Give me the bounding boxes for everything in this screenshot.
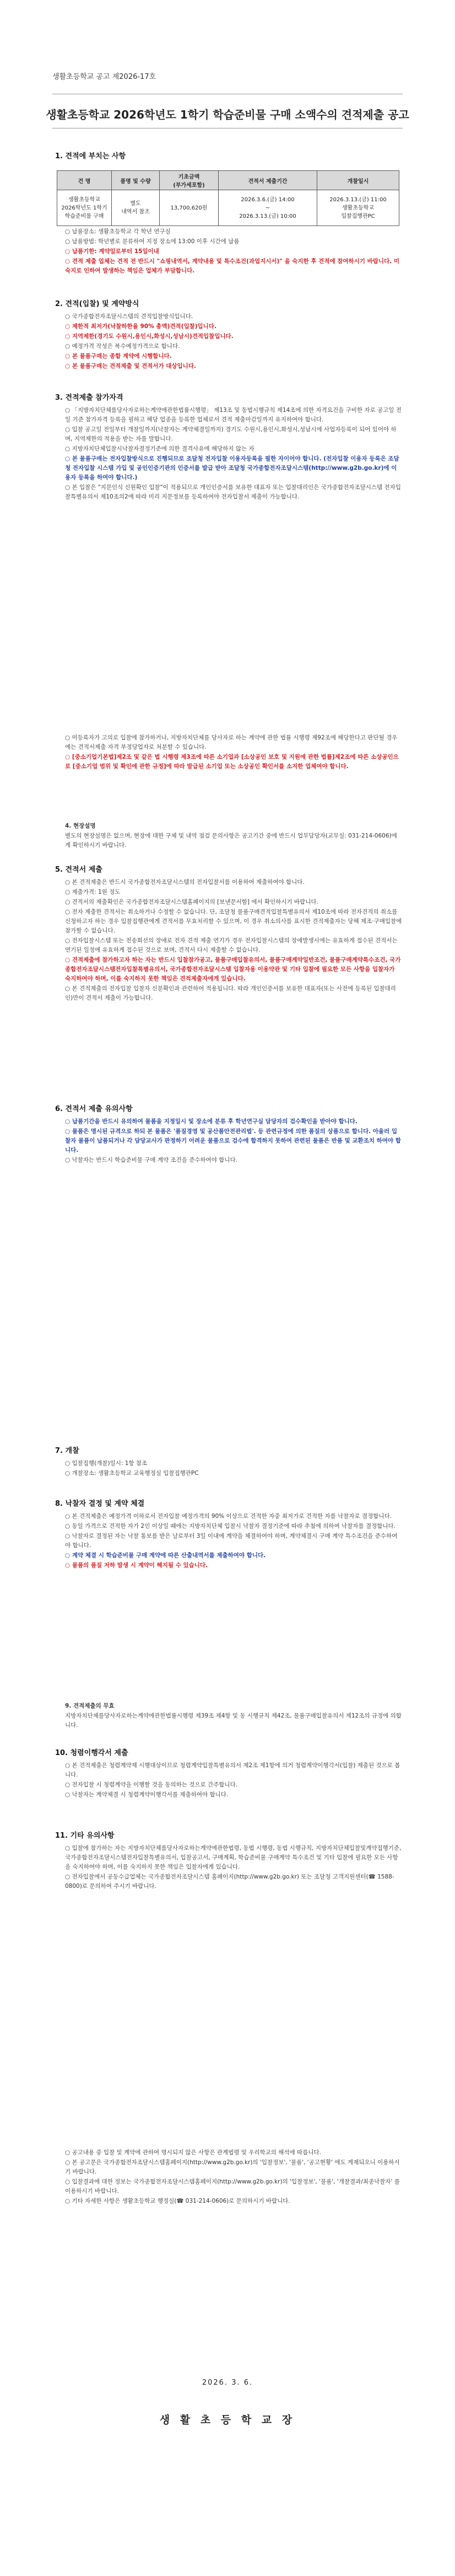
s8-line: ○ 동일 가격으로 견적한 자가 2인 이상일 때에는 지방자치단체 입찰시 낙찰자 결정기준에 따라 추첨에 의하여 낙찰자를 결정합니다. — [65, 1523, 396, 1530]
cell-base-price: 13,700,620원 — [160, 190, 219, 226]
cell-name: 생활초등학교 2026학년도 1학기 학습준비물 구매 — [57, 190, 112, 226]
section-3-continued — [65, 733, 402, 772]
s3-line: ○ 지방자치단체입찰시낙찰자결정기준에 의한 결격사유에 해당하지 않는 자 — [65, 446, 254, 452]
s11-line: ○ 입찰에 참가하는 자는 지방자치단체를당사자로하는계약에관한법령, 동법 시행령, 동법 시행규칙, 지방자치단체입찰및계약집행기준, 국가종합전자조달시스템전자입찰특별유의서, 입찰공고서, 구매계획, 학습준비물 구매계약 특수조건 및 기타 입찰에 필요한 모든 사항을 숙지하여야 하며, 이를 숙지하지 못한 책임은 입찰자에게 있습니다. — [65, 1845, 402, 1870]
s7-line: ○ 입찰집행(개찰)일시: 1항 참조 — [65, 1460, 148, 1467]
section-9-heading: 9. 견적제출의 무효 — [65, 1703, 115, 1709]
section-4-heading: 4. 현장설명 — [65, 823, 96, 829]
section-10-body — [65, 1761, 402, 1800]
s12-line: ○ 공고내용 중 입찰 및 계약에 관하여 명시되지 않은 사항은 관계법령 및 우리학교의 해석에 따릅니다. — [65, 2149, 321, 2156]
section-10-heading: 10. 청렴이행각서 제출 — [55, 1749, 128, 1757]
s10-line: ○ 본 견적제출은 청렴계약제 시행대상이므로 청렴계약입찰특별유의서 제2조 제1항에 의거 청렴계약이행각서(입찰) 제출된 것으로 봅니다. — [65, 1762, 400, 1778]
header-opening: 개찰일시 — [317, 171, 399, 190]
s5-line: ○ 견적제출에 참가하고자 하는 자는 반드시 입찰참가공고, 물품구매입찰유의서, 물품구매계약일반조건, 물품구매계약특수조건, 국가종합전자조달시스템전자입찰특별유의서, 국가종합전자조달시스템 입찰자용 이용약관 및 기타 입찰에 필요한 모든 사항을 입찰자가 숙지하여야 하며, 이를 숙지하지 못한 책임은 견적제출자에게 있습니다. — [65, 957, 401, 982]
section-3-body — [65, 406, 402, 502]
section-6-heading: 6. 견적서 제출 유의사항 — [55, 1105, 133, 1113]
section-9 — [65, 1702, 402, 1731]
s5-line: ○ 전자 제출한 견적서는 취소하거나 수정할 수 없습니다. 단, 조달청 물품구매견적입찰특별유의서 제10조에 따라 전자견적의 취소를 신청하고자 하는 경우 입찰집행관에게 견적서를 무효처리할 수 있으며, 이 경우 취소의사를 표시한 견적제출자는 당해 제조·구매입찰에 참가할 수 없습니다. — [65, 909, 402, 934]
s8-line: ○ 낙찰자로 결정된 자는 낙찰 통보를 받은 날로부터 3일 이내에 계약을 체결하여야 하며, 계약체결시 구매 계약 특수조건을 준수하여야 합니다. — [65, 1533, 398, 1549]
note-delivery-method: ○ 납품방법: 학년별로 분류하여 지정 장소에 13:00 이후 시간에 납품 — [65, 238, 240, 245]
s11-line: ○ 전자입찰에서 공동수급업체는 국가종합전자조달시스템 홈페이지(http://www.g2b.go.kr) 또는 조달청 고객지원센터(☎ 1588-0800)로 문의하여 주시기 바랍니다. — [65, 1874, 394, 1890]
s5-line: ○ 전자입찰시스템 또는 전송회선의 장애로 전자 견적 제출 연기가 경우 전자입찰시스템의 장애발생시에는 유효하게 접수된 견적서는 연기된 일정에 유효하게 접수된 것으로 보며, 견적서 다시 제출할 수 없습니다. — [65, 937, 398, 953]
header-name: 건 명 — [57, 171, 112, 190]
s5-line: ○ 견적서의 제출확인은 국가종합전자조달시스템홈페이지의 [보낸문서함] 에서 확인하시기 바랍니다. — [65, 899, 318, 905]
s5-line: ○ 본 견적제출의 전자입찰 입찰자 신분확인과 관련하여 적용됩니다. 따라 개인인증서를 보유한 대표자(또는 사전에 등록된 입찰대리인)만이 견적서 제출이 가능합니다. — [65, 985, 396, 1001]
s8-line: ○ 본 견적제출은 예정가격 이하로서 전자입찰 예정가격의 90% 이상으로 견적한 자중 최저가로 견적한 자를 낙찰자로 결정합니다. — [65, 1513, 392, 1520]
s12-line: ○ 본 공고문은 국가종합전자조달시스템홈페이지(http://www.g2b.go.kr)의 '입찰정보', '물품', '공고현황' 에도 게재되오니 이용하시기 바랍니다. — [65, 2159, 400, 2175]
cell-item: 별도 내역서 참조 — [112, 190, 160, 226]
section-7-body — [65, 1459, 402, 1479]
s10-line: ○ 낙찰자는 계약체결 시 청렴계약이행각서를 제출하여야 합니다. — [65, 1791, 229, 1798]
s7-line: ○ 개찰장소: 생활초등학교 교육행정실 입찰집행관PC — [65, 1470, 199, 1477]
s2-line: ○ 지역제한(경기도 수원시,용인시,화성시,성남시)견적입찰입니다. — [65, 333, 234, 340]
s6-line: ○ 납품기간을 반드시 유의하여 물품을 지정일시 및 장소에 분류 후 학년연구실 담당자의 검수확인을 받아야 합니다. — [65, 1118, 358, 1125]
summary-header-row — [57, 171, 399, 190]
s5-line: ○ 제출가격: 1원 정도 — [65, 889, 121, 895]
s2-line: ○ 본 물품구매는 종합 계약에 시행합니다. — [65, 353, 172, 359]
section-2-body — [65, 312, 402, 372]
section-4 — [65, 822, 402, 851]
section-8-heading: 8. 낙찰자 결정 및 계약 체결 — [55, 1500, 145, 1508]
s2-line: ○ 예정가격 작성은 복수예정가격으로 합니다. — [65, 343, 180, 350]
closing-notes — [65, 2148, 402, 2207]
cell-opening: 2026.3.13.(금) 11:00 생활초등학교 입찰집행관PC — [317, 190, 399, 226]
notice-date: 2026. 3. 6. — [202, 2379, 253, 2387]
s8-line: ○ 물품의 품질 저하 발생 시 계약이 해지될 수 있습니다. — [65, 1562, 208, 1569]
page-title: 생활초등학교 2026학년도 1학기 학습준비물 구매 소액수의 견적제출 공고 — [46, 108, 409, 121]
note-warning: ○ 견적 제출 업체는 견적 전 반드시 "쇼핑내역서, 계약내용 및 특수조건(과업지시서)" 을 숙지한 후 견적에 참여하시기 바랍니다. 미숙지로 인하여 발생하는 책임은 업체가 부담합니다. — [65, 258, 399, 274]
section-1-notes — [65, 227, 402, 276]
section-2-heading: 2. 견적(입찰) 및 계약방식 — [55, 300, 139, 308]
s3b-line: ○ 미등록자가 고의로 입찰에 참가하거나, 지방자치단체를 당사자로 하는 계약에 관한 법률 시행령 제92조에 해당한다고 판단될 경우에는 견적서제출 자격 부정당업자로 처분할 수 있습니다. — [65, 734, 398, 750]
s9-text: 지방자치단체를당사자로하는계약에관한법률시행령 제39조 제4항 및 동 시행규칙 제42조, 물품구매입찰유의서 제12조의 규정에 의합니다. — [65, 1713, 402, 1729]
header-item: 품명 및 수량 — [112, 171, 160, 190]
s6-line: ○ 물품은 명시된 규격으로 하되 본 물품은 '품질경영 및 공산품안전관리법'. 등 관련규정에 의한 품질의 상품으로 합니다. 아울러 입찰자 물품이 납품되거나 각 담당교사가 판정하기 어려운 물품으로 검수에 합격하지 못하여 관련된 물품은 반품 및 교환조치 하여야 합니다. — [65, 1128, 401, 1153]
s3-line: ○ 본 물품구매는 전자입찰방식으로 진행되므로 조달청 전자입찰 이용자등록을 필한 자이어야 합니다. (전자입찰 이용자 등록은 조달청 전자입찰 시스템 가입 및 공인인증기관의 인증서를 발급 받아 조달청 국가종합전자조달시스템(http://www.g2b.go.kr)에 이용자 등록을 하여야 합니다.) — [65, 455, 399, 481]
principal-signature: 생 활 초 등 학 교 장 — [159, 2414, 296, 2426]
s3b-line: ○ [중소기업기본법]제2조 및 같은 법 시행령 제3조에 따른 소기업과 [소상공인 보호 및 지원에 관한 법률]제2조에 따른 소상공인으로 [중소기업 범위 및 확인에 관한 규정]에 따라 발급된 소기업 또는 소상공인 확인서를 소지한 업체여야 합니다. — [65, 754, 399, 770]
s3-line: ○ 「지방자치단체를당사자로하는계약에관한법률시행령」 제13조 및 동법시행규칙 제14조에 의한 자격요건을 구비한 자로 공고일 전일 기준 참가자격 등록을 필하고 해당 업종을 등록한 업체로서 견적 제출마감일까지 유지하여야 합니다. — [65, 407, 402, 423]
s2-line: ○ 국가종합전자조달시스템의 견적입찰방식입니다. — [65, 313, 193, 320]
section-3-heading: 3. 견적제출 참가자격 — [55, 394, 123, 402]
s5-line: ○ 본 견적제출은 반드시 국가종합전자조달시스템의 전자입찰서를 이용하여 제출하여야 합니다. — [65, 879, 305, 886]
section-5-heading: 5. 견적서 제출 — [55, 866, 102, 874]
s3-line: ○ 본 입찰은 "지문인식 신원확인 입찰"이 적용되므로 개인인증서를 보유한 대표자 또는 입찰대리인은 국가종합전자조달시스템 전자입찰특별유의서 제10조의2에 따라 미리 지문정보를 등록하여야 전자입찰서 제출이 가능합니다. — [65, 484, 401, 500]
s12-line: ○ 입찰결과에 대한 정보는 국가종합전자조달시스템홈페이지(http://www.g2b.go.kr)의 '입찰정보', '물품', '개찰결과/최종낙찰자' 를 이용하시기 바랍니다. — [65, 2178, 400, 2194]
header-period: 견적서 제출기간 — [219, 171, 317, 190]
section-1-heading: 1. 견적에 부치는 사항 — [55, 152, 126, 160]
s2-line: ○ 본 물품구매는 견적제출 및 견적서가 대상입니다. — [65, 363, 196, 369]
section-11-heading: 11. 기타 유의사항 — [55, 1832, 115, 1840]
s4-text: 별도의 현장설명은 없으며, 현장에 대한 구체 및 내역 점검 문의사항은 공고기간 중에 반드시 업무담당자(교무실: 031-214-0606)에게 확인하시기 바랍니다. — [65, 833, 397, 849]
s12-line: ○ 기타 자세한 사항은 생활초등학교 행정실(☎ 031-214-0606)로 문의하시기 바랍니다. — [65, 2198, 290, 2204]
s6-line: ○ 낙찰자는 반드시 학습준비물 구매 계약 조건을 준수하여야 합니다. — [65, 1157, 238, 1163]
summary-row — [57, 190, 399, 226]
note-delivery-deadline: ○ 납품기한: 계약일로부터 15일이내 — [65, 248, 159, 255]
notice-number: 생활초등학교 공고 제2026-17호 — [52, 73, 156, 81]
s10-line: ○ 전자입찰 시 청렴계약을 이행할 것을 동의하는 것으로 간주합니다. — [65, 1781, 238, 1788]
s3-line: ○ 입찰 공고일 전일부터 개찰일까지(낙찰자는 계약체결일까지) 경기도 수원시,용인시,화성시,성남시에 사업자등록이 되어 있어야 하며, 지역제한의 적용을 받는 자를 말합니다. — [65, 426, 397, 442]
section-8-body — [65, 1512, 402, 1571]
header-base-price: 기초금액 (부가세포함) — [160, 171, 219, 190]
note-delivery-place: ○ 납품장소: 생활초등학교 각 학년 연구실 — [65, 228, 171, 235]
cell-period: 2026.3.6.(금) 14:00 ~ 2026.3.13.(금) 10:00 — [219, 190, 317, 226]
s8-line: ○ 계약 체결 시 학습준비물 구매 계약에 따른 산출내역서를 제출하여야 합니다. — [65, 1552, 266, 1559]
summary-table — [57, 170, 399, 226]
s2-line: ○ 제한적 최저가(낙찰하한율 90% 총액)견적(입찰)입니다. — [65, 323, 216, 330]
section-11-body — [65, 1844, 402, 1892]
section-6-body — [65, 1117, 402, 1166]
section-5-body — [65, 878, 402, 1003]
section-7-heading: 7. 개찰 — [55, 1447, 79, 1455]
